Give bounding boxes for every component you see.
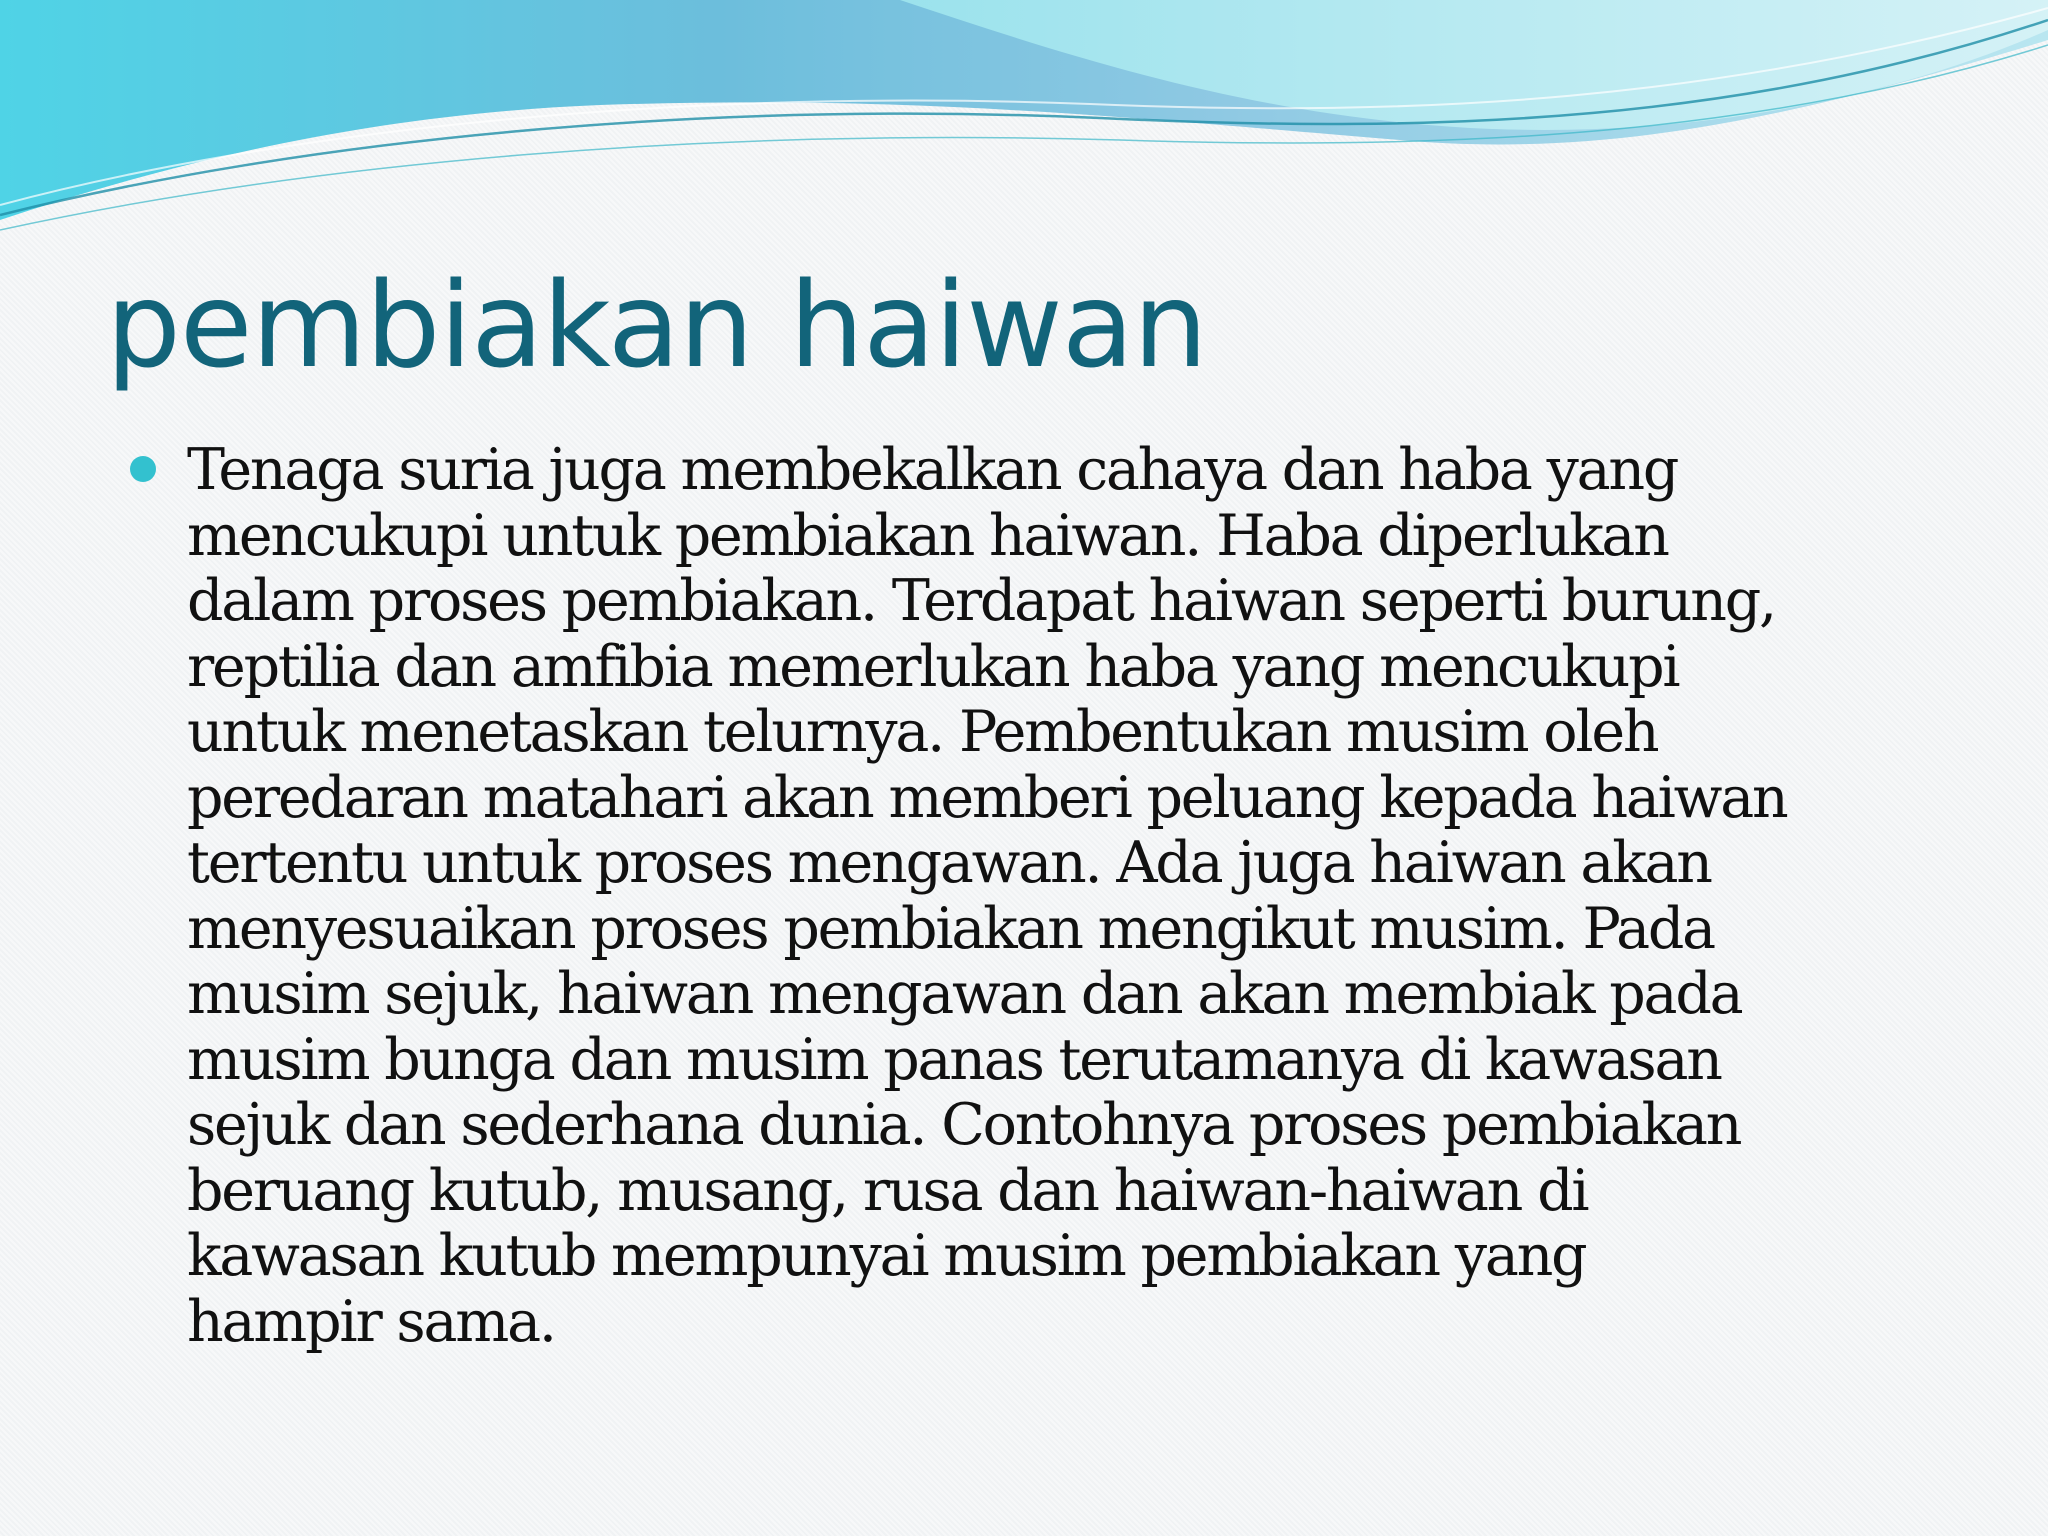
slide-title: pembiakan haiwan <box>106 256 1207 394</box>
paragraph-line: hampir sama. <box>187 1288 555 1355</box>
paragraph-line: untuk menetaskan telurnya. Pembentukan musim oleh <box>187 699 1658 765</box>
paragraph-line: kawasan kutub mempunyai musim pembiakan yang <box>187 1223 1586 1289</box>
paragraph-line: Tenaga suria juga membekalkan cahaya dan haba yang <box>187 437 1678 503</box>
bullet-item <box>130 438 1930 1355</box>
bullet-list <box>130 438 1930 1355</box>
paragraph-line: menyesuaikan proses pembiakan mengikut musim. Pada <box>187 895 1714 962</box>
paragraph-line: mencukupi untuk pembiakan haiwan. Haba diperlukan <box>187 502 1668 569</box>
bullet-dot-icon <box>130 456 156 482</box>
paragraph-line: reptilia dan amfibia memerlukan haba yang mencukupi <box>187 633 1679 700</box>
paragraph-line: musim sejuk, haiwan mengawan dan akan membiak pada <box>187 961 1742 1027</box>
paragraph-line: musim bunga dan musim panas terutamanya di kawasan <box>187 1026 1721 1093</box>
paragraph-line: sejuk dan sederhana dunia. Contohnya proses pembiakan <box>187 1092 1741 1158</box>
paragraph-line: dalam proses pembiakan. Terdapat haiwan seperti burung, <box>187 568 1775 634</box>
bullet-paragraph <box>187 438 1930 1355</box>
header-wave-decoration <box>0 0 2048 260</box>
paragraph-line: tertentu untuk proses mengawan. Ada juga haiwan akan <box>187 830 1711 896</box>
paragraph-line: beruang kutub, musang, rusa dan haiwan-haiwan di <box>187 1157 1588 1224</box>
paragraph-line: peredaran matahari akan memberi peluang kepada haiwan <box>187 764 1787 831</box>
